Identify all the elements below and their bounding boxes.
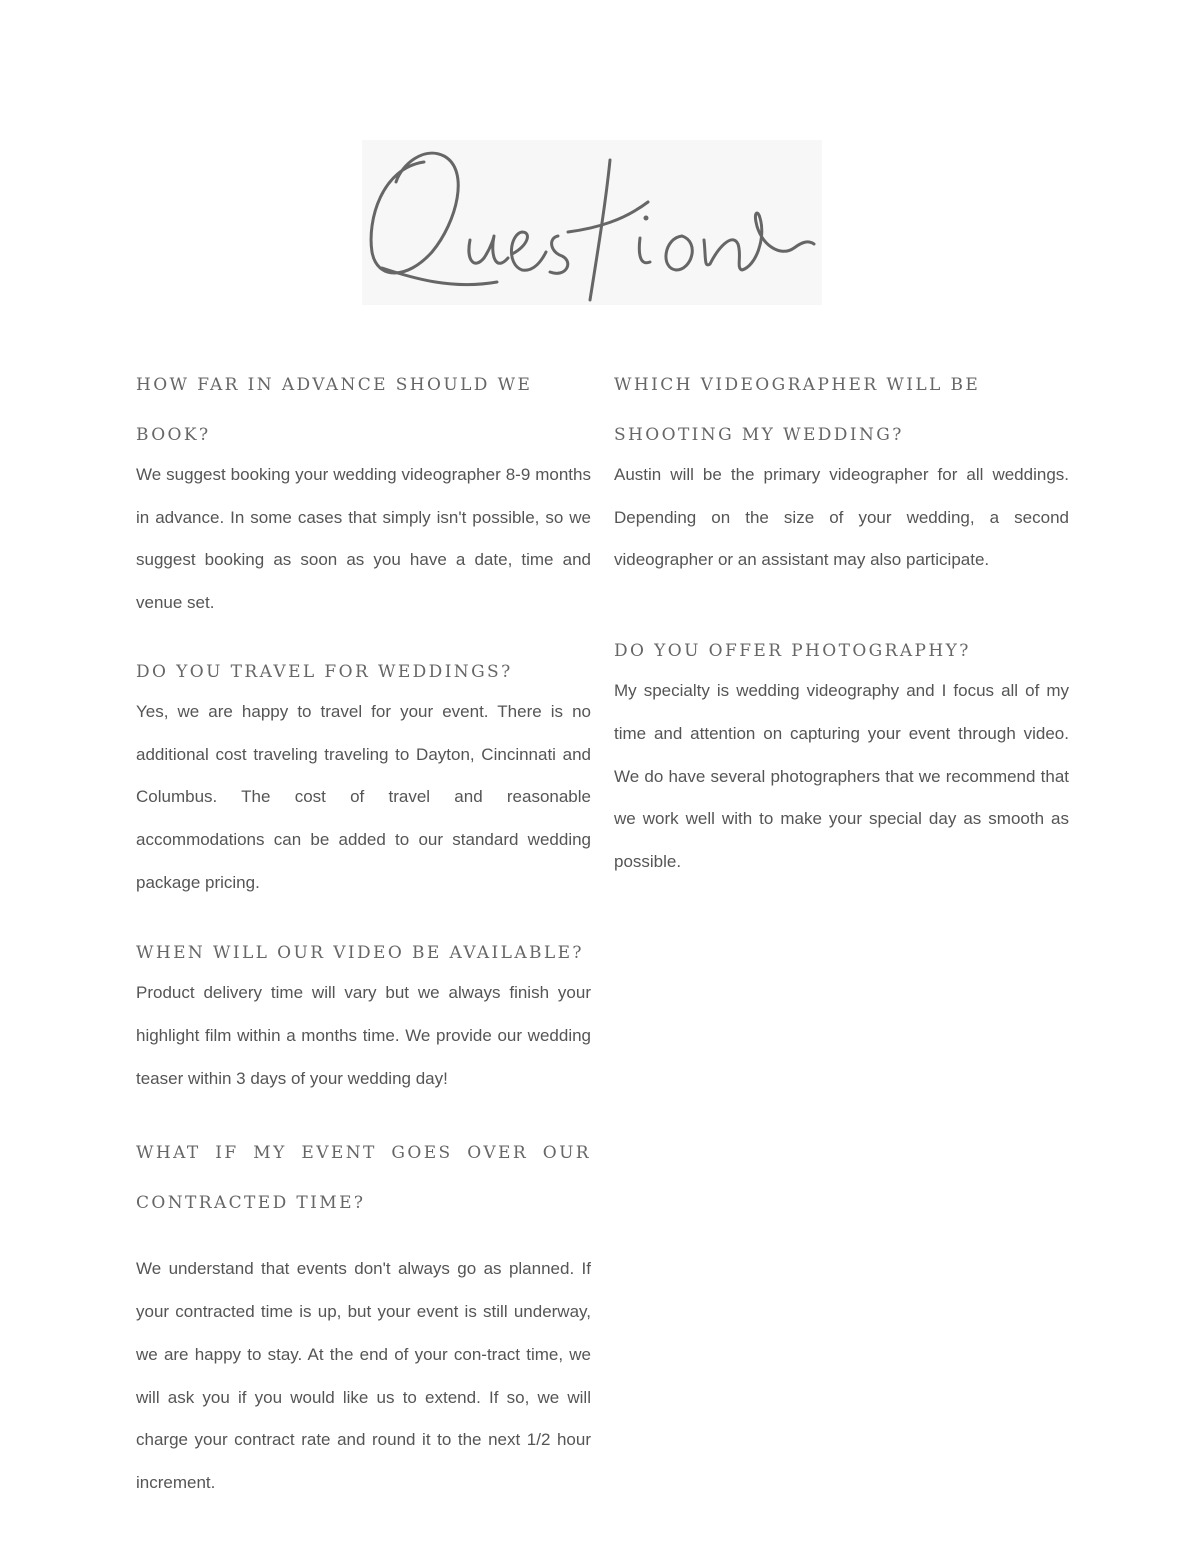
faq-which-videographer	[614, 360, 1069, 582]
questions-script-graphic	[362, 140, 822, 305]
faq-booking-advance	[136, 360, 591, 625]
left-column	[136, 360, 591, 1505]
question-heading: WHICH VIDEOGRAPHER WILL BE SHOOTING MY WEDDING?	[614, 375, 981, 445]
question-heading: DO YOU OFFER PHOTOGRAPHY?	[614, 641, 971, 662]
question-heading: WHEN WILL OUR VIDEO BE AVAILABLE?	[136, 943, 584, 964]
answer-text: Austin will be the primary videographer for all weddings. Depending on the size of your wedding, a second videographer or an assistant may also participate.	[614, 465, 1069, 570]
answer-text: My specialty is wedding videography and I focus all of my time and attention on capturing your event through video. We do have several photographers that we recommend that we work well with to make your special day as smooth as possible.	[614, 681, 1069, 871]
faq-travel	[136, 647, 591, 905]
answer-text: Yes, we are happy to travel for your event. There is no additional cost traveling traveling to Dayton, Cincinnati and Columbus. The cost of travel and reasonable accommodations can be added to our standard wedding package pricing.	[136, 701, 591, 892]
question-heading: HOW FAR IN ADVANCE SHOULD WE BOOK?	[136, 375, 533, 445]
question-heading: WHAT IF MY EVENT GOES OVER OUR CONTRACTED TIME?	[136, 1143, 591, 1214]
question-heading: DO YOU TRAVEL FOR WEDDINGS?	[136, 661, 513, 682]
right-column	[614, 360, 1069, 884]
faq-photography	[614, 626, 1069, 884]
answer-text: Product delivery time will vary but we always finish your highlight film within a months time. We provide our wedding teaser within 3 days of your wedding day!	[136, 983, 591, 1088]
answer-text: We suggest booking your wedding videographer 8-9 months in advance. In some cases that simply isn't possible, so we suggest booking as soon as you have a date, time and venue set.	[136, 465, 591, 613]
faq-video-available	[136, 928, 591, 1100]
faq-over-time	[136, 1128, 591, 1504]
questions-script-title	[362, 140, 822, 305]
answer-text: We understand that events don't always go as planned. If your contracted time is up, but your event is still underway, we are happy to stay. At the end of your con-tract time, we will ask you if you would like us to extend. If so, we will charge your contract rate and round it to the next 1/2 hour increment.	[136, 1259, 591, 1492]
